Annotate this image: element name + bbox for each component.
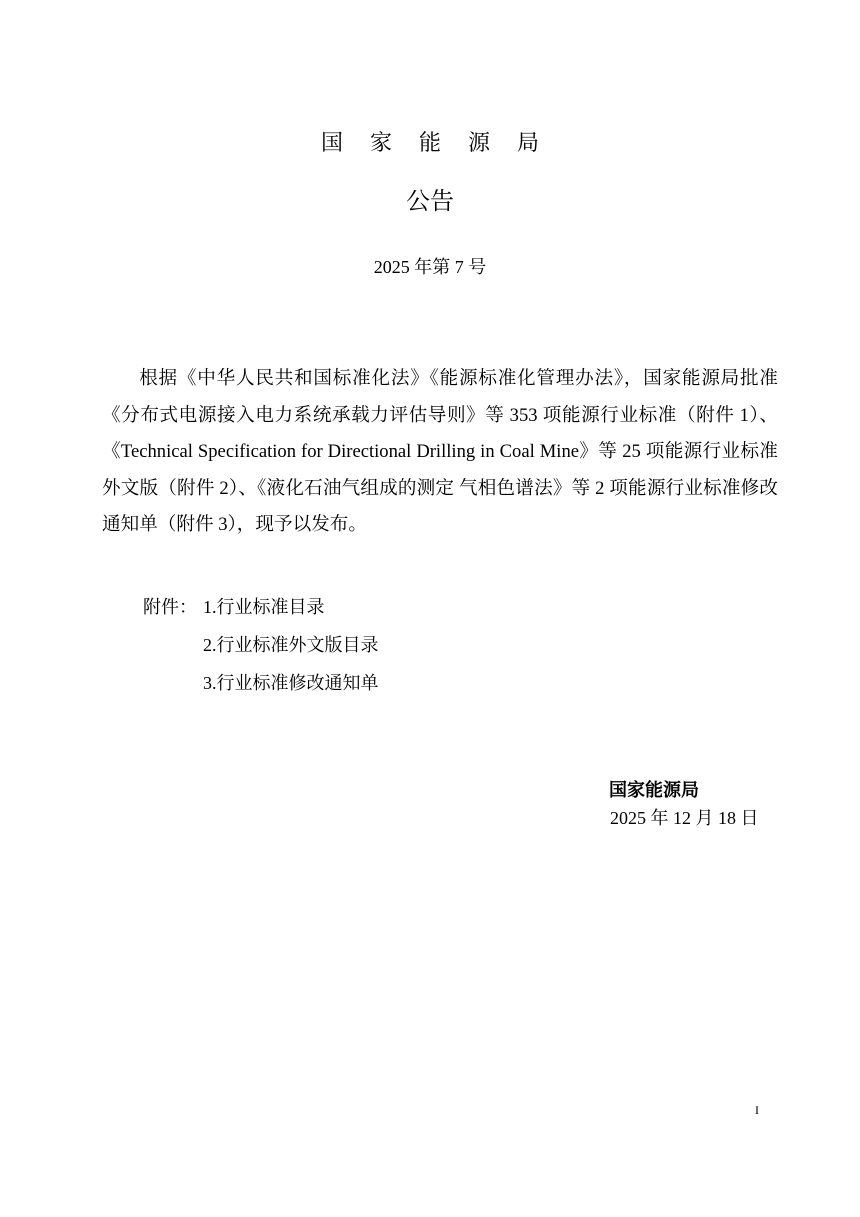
attachment-item-label: 2.行业标准外文版目录 <box>203 635 379 655</box>
page-number: I <box>755 1103 759 1117</box>
attachments-label: 附件： <box>143 597 197 617</box>
signature-organization: 国家能源局 <box>609 780 699 801</box>
signature-date: 2025 年 12 月 18 日 <box>610 808 759 828</box>
announcement-body-paragraph: 根据《中华人民共和国标准化法》《能源标准化管理办法》，国家能源局批准《分布式电源接入电力系统承载力评估导则》等 353 项能源行业标准（附件 1）、《Technical Specification for Directional Drilling in Coal Mine》等 25 项能源行业标准外文版（附件 2）、《液化石油气组成的测定 气相色谱法》等 2 项能源行业标准修改通知单（附件 3），现予以发布。 <box>102 368 778 535</box>
document-type-heading: 公告 <box>406 187 454 215</box>
attachment-item <box>143 626 379 664</box>
attachment-item-label: 1.行业标准目录 <box>203 597 325 617</box>
issuing-organization-title: 国 家 能 源 局 <box>321 131 549 156</box>
attachments-list <box>143 588 379 702</box>
document-number: 2025 年第 7 号 <box>373 257 487 277</box>
attachment-item-label: 3.行业标准修改通知单 <box>203 673 379 693</box>
attachment-item <box>143 588 379 626</box>
attachment-item <box>143 664 379 702</box>
